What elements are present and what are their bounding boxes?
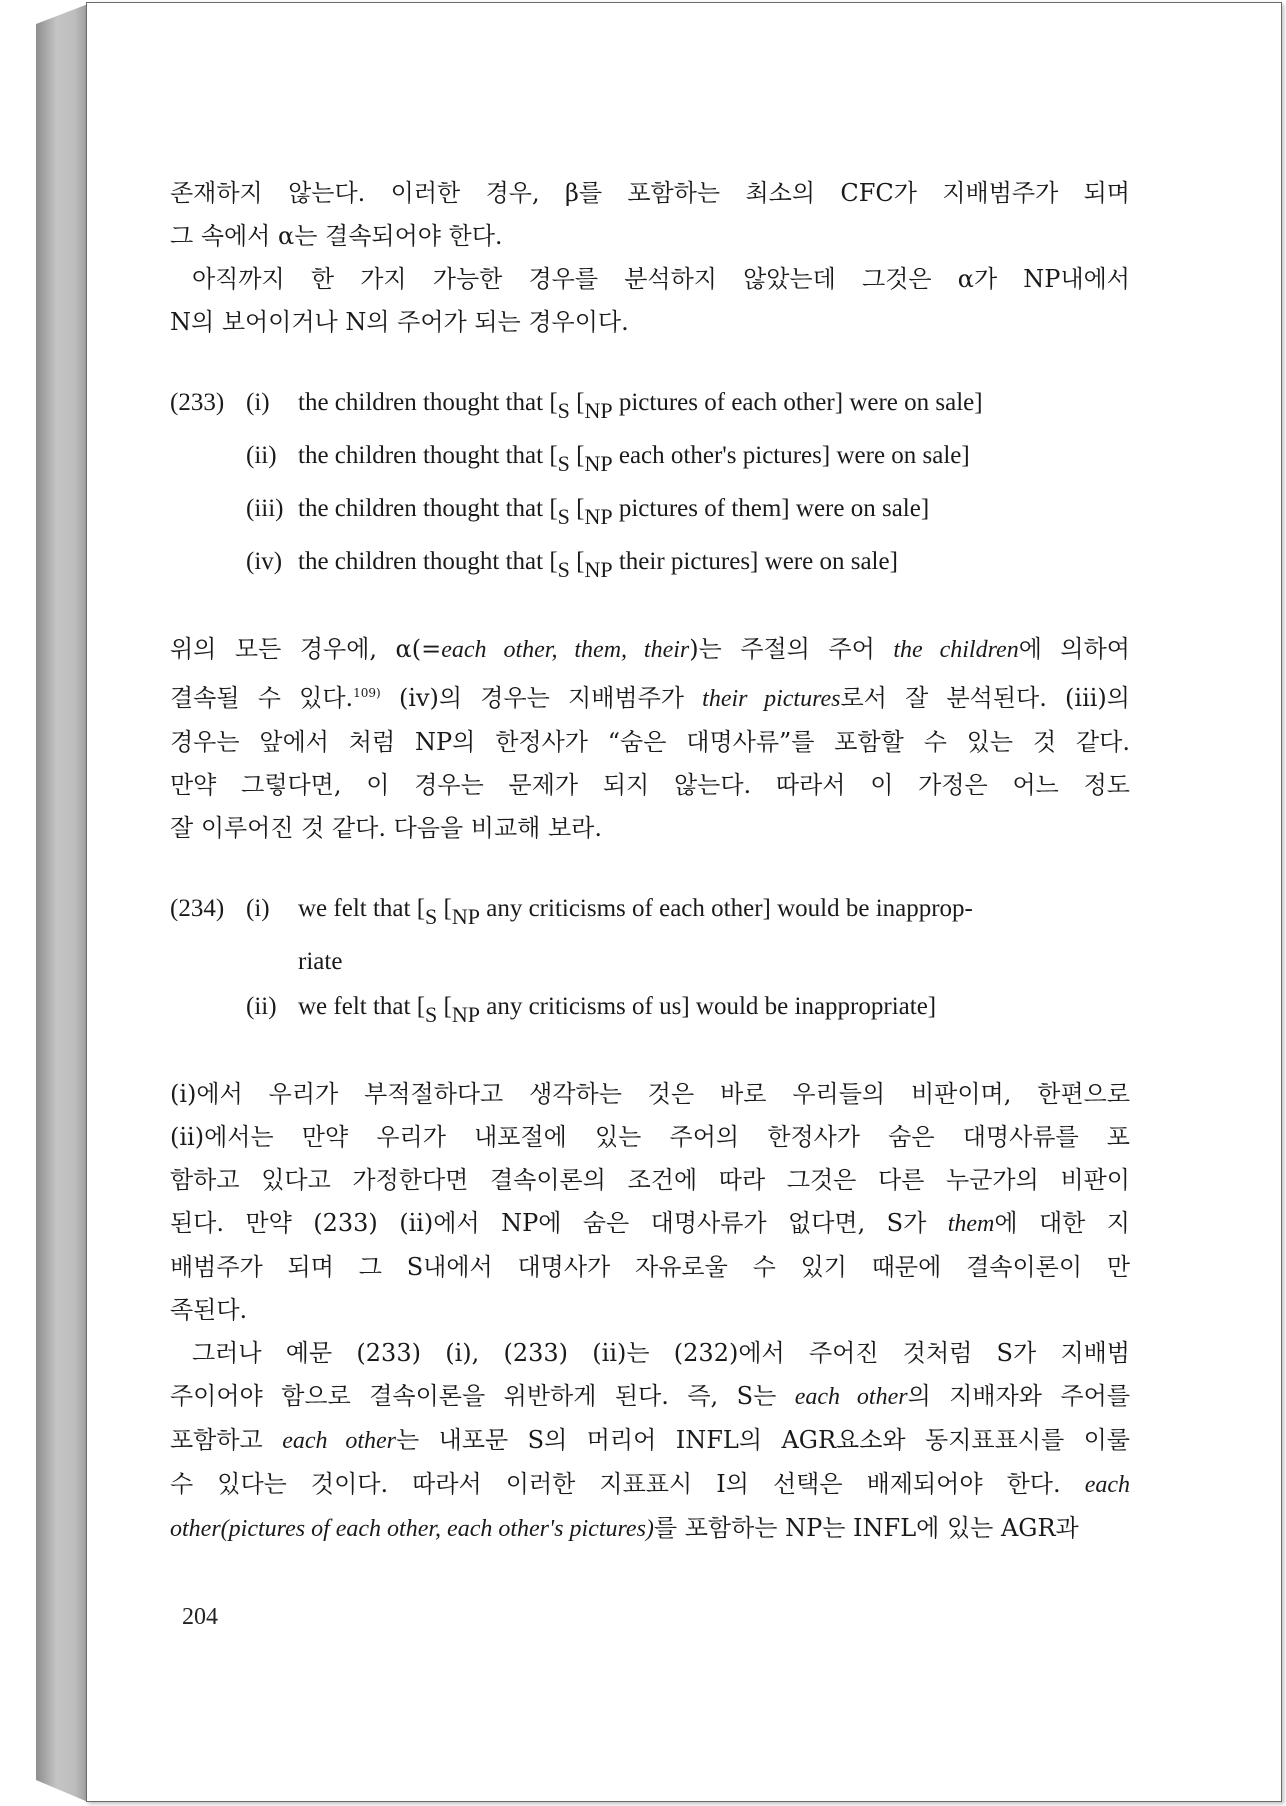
text-line: 그 속에서 α는 결속되어야 한다. [170,222,503,250]
example-indent [170,984,246,1037]
example-indent [170,539,246,592]
text-segment: 결속될 수 있다. [170,684,354,712]
text-line [170,1375,1130,1419]
subscript-s: S [557,557,570,582]
example-item [170,486,1130,539]
page-number: 204 [182,1604,218,1630]
example-continuation: riate [298,948,343,975]
text-line: 존재하지 않는다. 이러한 경우, β를 포함하는 최소의 CFC가 지배범주가 되며 [170,179,1130,207]
text-segment: 만약 그렇다면, 이 경우는 문제가 되지 않는다. 따라서 이 가정은 어느 정도 [170,771,1130,799]
text-segment: 는 내포문 S의 머리어 INFL의 AGR요소와 동지표표시를 이룰 [396,1426,1130,1454]
example-label: (ii) [246,993,277,1020]
text-line [170,1116,1130,1159]
example-pre: we felt that [ [298,895,426,922]
text-line: N의 보어이거나 N의 주어가 되는 경우이다. [170,308,629,336]
example-number: (234) [170,895,225,922]
paragraph-2 [170,258,1130,344]
example-sentence: we felt that [$_S$ [$_{NP}$ any criticisms of each other] would be inapprop- [298,895,973,929]
page-content [170,172,1130,1551]
text-line [170,1507,1130,1551]
text-segment: 배범주가 되며 그 S내에서 대명사가 자유로울 수 있기 때문에 결속이론이 만 [170,1253,1130,1281]
italic-term: each [1084,1472,1130,1498]
example-label: (i) [246,389,270,416]
text-segment: 그러나 예문 (233) (i), (233) (ii)는 (232)에서 주어진 것처럼 S가 지배범 [192,1339,1130,1367]
example-234 [170,886,1130,1037]
example-post: would be inappropriate] [689,993,937,1020]
text-line [170,1159,1130,1202]
text-segment: 에 의하여 [1018,635,1130,663]
paragraph-4 [170,1073,1130,1332]
example-pre: we felt that [ [298,993,426,1020]
text-segment: (ii)에서는 만약 우리가 내포절에 있는 주어의 한정사가 숨은 대명사류를 포 [170,1123,1130,1151]
italic-term: each other [794,1384,908,1410]
example-post: were on sale] [843,389,983,416]
paragraph-5 [170,1332,1130,1551]
text-line [170,1073,1130,1116]
subscript-s: S [557,398,570,423]
italic-term: each other, them, their [441,637,690,663]
subscript-s: S [557,451,570,476]
subscript-s: S [425,1002,438,1027]
example-pre: the children thought that [ [298,495,558,522]
example-label: (iv) [246,548,283,575]
example-sentence: the children thought that [$_S$ [$_{NP}$ each other's pictures] were on sale] [298,442,970,476]
paragraph-1 [170,172,1130,258]
example-np: any criticisms of each other] [486,895,771,922]
example-number: (233) [170,389,225,416]
italic-term: their pictures [702,686,841,712]
subscript-s: S [557,504,570,529]
text-line [170,1202,1130,1246]
example-pre: the children thought that [ [298,389,558,416]
text-line: 아직까지 한 가지 가능한 경우를 분석하지 않았는데 그것은 α가 NP내에서 [192,265,1130,293]
text-line [170,1419,1130,1463]
subscript-np: NP [584,504,613,529]
text-line [170,807,1130,850]
text-segment: 주이어야 함으로 결속이론을 위반하게 된다. 즉, S는 [170,1382,795,1410]
text-segment: 경우는 앞에서 처럼 NP의 한정사가 “숨은 대명사류”를 포함할 수 있는 것 같다. [170,728,1130,756]
example-pre: the children thought that [ [298,548,558,575]
text-segment: 된다. 만약 (233) (ii)에서 NP에 숨은 대명사류가 없다면, S가 [170,1209,948,1237]
example-np: their pictures] [618,548,759,575]
example-sentence: we felt that [$_S$ [$_{NP}$ any criticisms of us] would be inappropriate] [298,993,937,1027]
example-post: were on sale] [789,495,930,522]
paragraph-3 [170,628,1130,850]
example-np: pictures of each other] [618,389,844,416]
text-segment: (iv)의 경우는 지배범주가 [380,684,703,712]
text-line [170,628,1130,672]
italic-term: each other [282,1428,396,1454]
text-segment: (i)에서 우리가 부적절하다고 생각하는 것은 바로 우리들의 비판이며, 한편으로 [170,1080,1130,1108]
text-segment: 를 포함하는 NP는 INFL에 있는 AGR과 [653,1514,1079,1542]
text-segment: 수 있다는 것이다. 따라서 이러한 지표표시 I의 선택은 배제되어야 한다. [170,1470,1085,1498]
example-indent [170,433,246,486]
subscript-np: NP [584,557,613,582]
text-line [170,1246,1130,1289]
example-233 [170,380,1130,592]
subscript-np: NP [584,398,613,423]
subscript-np: NP [584,451,613,476]
text-segment: 로서 잘 분석된다. (iii)의 [840,684,1130,712]
example-sentence: the children thought that [$_S$ [$_{NP}$ pictures of them] were on sale] [298,495,930,529]
example-sentence: the children thought that [$_S$ [$_{NP}$ pictures of each other] were on sale] [298,389,983,423]
book-spine [36,4,88,1802]
subscript-s: S [425,904,438,929]
example-indent [170,486,246,539]
text-line [170,1463,1130,1507]
example-label: (ii) [246,442,277,469]
text-segment: 에 대한 지 [994,1209,1130,1237]
italic-term: other(pictures of each other, each other's pictures) [170,1516,654,1542]
text-segment: 함하고 있다고 가정한다면 결속이론의 조건에 따라 그것은 다른 누군가의 비판이 [170,1166,1130,1194]
text-segment: 의 지배자와 주어를 [907,1382,1131,1410]
example-post: were on sale] [830,442,970,469]
example-label: (i) [246,895,270,922]
example-np: any criticisms of us] [486,993,690,1020]
example-item [170,433,1130,486]
subscript-np: NP [451,904,480,929]
text-line [170,672,1130,721]
example-item [170,886,1130,939]
example-post: would be inapprop- [770,895,973,922]
text-segment: 위의 모든 경우에, α(= [170,635,442,663]
text-segment: 족된다. [170,1296,248,1324]
text-segment: 포함하고 [170,1426,283,1454]
footnote-ref: 109) [353,686,381,700]
example-post: were on sale] [758,548,898,575]
example-pre: the children thought that [ [298,442,558,469]
example-item [170,984,1130,1037]
example-sentence: the children thought that [$_S$ [$_{NP}$ their pictures] were on sale] [298,548,898,582]
subscript-np: NP [451,1002,480,1027]
example-item [170,539,1130,592]
example-item [170,380,1130,433]
text-segment: 잘 이루어진 것 같다. 다음을 비교해 보라. [170,814,602,842]
text-line [170,1289,1130,1332]
text-line [170,764,1130,807]
example-np: pictures of them] [618,495,790,522]
italic-term: them [947,1211,995,1237]
example-np: each other's pictures] [618,442,831,469]
text-segment: )는 주절의 주어 [689,635,894,663]
example-label: (iii) [246,495,284,522]
text-line [170,1332,1130,1375]
italic-term: the children [893,637,1019,663]
text-line [170,721,1130,764]
